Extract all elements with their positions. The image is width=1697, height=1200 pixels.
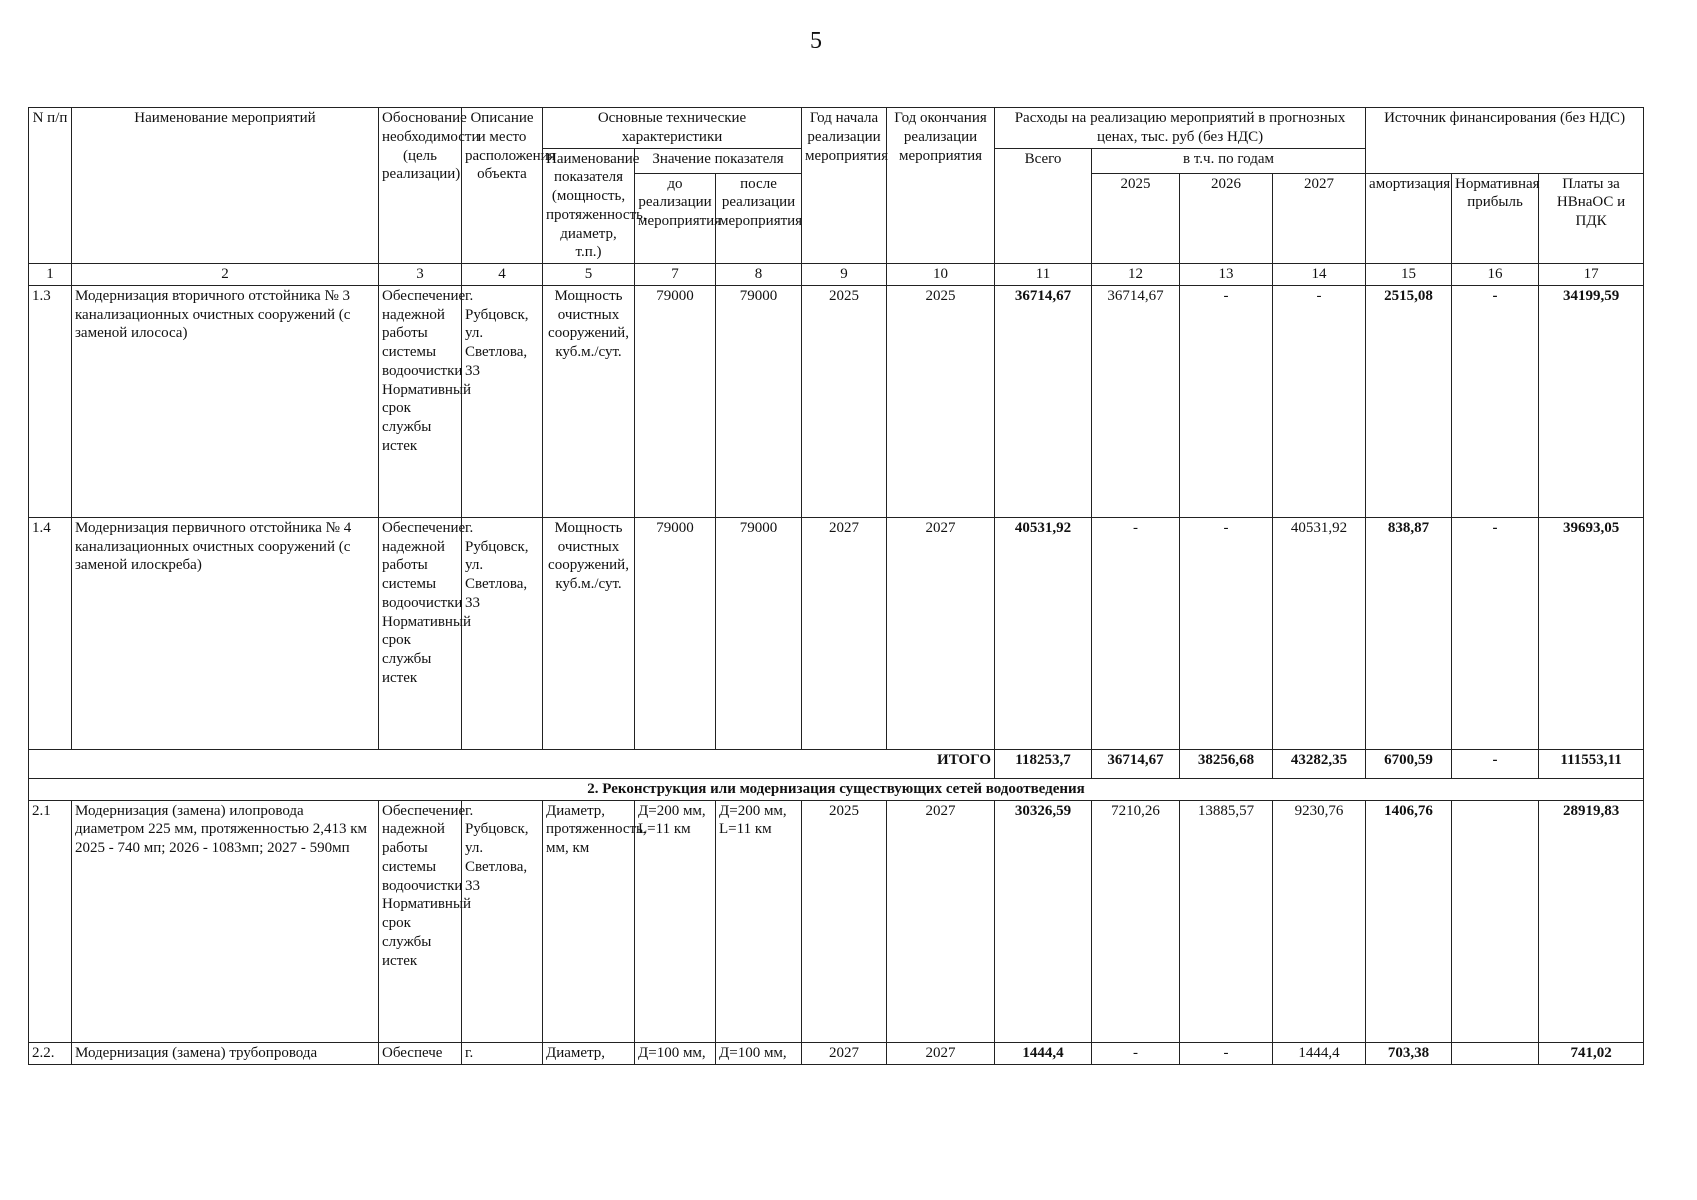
section-2-title: 2. Реконструкция или модернизация существующих сетей водоотведения [29, 778, 1644, 800]
header-before: до реализации мероприятия [635, 173, 716, 263]
header-profit: Нормативная прибыль [1452, 173, 1539, 263]
row-basis: Обеспечение надежной работы системы водоочистки Нормативный срок службы истек [379, 800, 462, 1042]
header-row-1 [29, 108, 1644, 149]
row-indicator: Мощность очистных сооружений, куб.м./сут. [543, 517, 635, 749]
table-row [29, 285, 1644, 517]
row-before: 79000 [635, 285, 716, 517]
row-2026: - [1180, 1042, 1273, 1064]
row-location: г. Рубцовск, ул. Светлова, 33 [462, 285, 543, 517]
row-amortization: 2515,08 [1366, 285, 1452, 517]
header-years-group: в т.ч. по годам [1092, 148, 1366, 173]
header-start-year: Год начала реализации мероприятия [802, 108, 887, 264]
row-amortization: 838,87 [1366, 517, 1452, 749]
row-basis: Обеспечение надежной работы системы водоочистки Нормативный срок службы истек [379, 285, 462, 517]
row-total: 40531,92 [995, 517, 1092, 749]
col-number: 15 [1366, 264, 1452, 286]
row-fees: 28919,83 [1539, 800, 1644, 1042]
row-end-year: 2027 [887, 517, 995, 749]
row-basis: Обеспечение надежной работы системы водоочистки Нормативный срок службы истек [379, 517, 462, 749]
total-fees: 111553,11 [1539, 749, 1644, 778]
row-fees: 741,02 [1539, 1042, 1644, 1064]
row-profit: - [1452, 517, 1539, 749]
row-after: Д=200 мм, L=11 км [716, 800, 802, 1042]
total-2026: 38256,68 [1180, 749, 1273, 778]
table-row [29, 1042, 1644, 1064]
col-number: 14 [1273, 264, 1366, 286]
header-year-2026: 2026 [1180, 173, 1273, 263]
row-2027: - [1273, 285, 1366, 517]
header-amortization: амортизация [1366, 173, 1452, 263]
total-sum: 118253,7 [995, 749, 1092, 778]
header-fees: Платы за НВнаОС и ПДК [1539, 173, 1644, 263]
row-total: 1444,4 [995, 1042, 1092, 1064]
row-before: Д=100 мм, [635, 1042, 716, 1064]
row-name: Модернизация (замена) трубопровода [72, 1042, 379, 1064]
header-name: Наименование мероприятий [72, 108, 379, 264]
row-2027: 1444,4 [1273, 1042, 1366, 1064]
row-before: Д=200 мм, L=11 км [635, 800, 716, 1042]
row-start-year: 2027 [802, 517, 887, 749]
row-profit [1452, 1042, 1539, 1064]
total-label: ИТОГО [29, 749, 995, 778]
row-2025: 7210,26 [1092, 800, 1180, 1042]
row-num: 2.1 [29, 800, 72, 1042]
header-after: после реализации мероприятия [716, 173, 802, 263]
row-end-year: 2025 [887, 285, 995, 517]
header-num: N п/п [29, 108, 72, 264]
header-year-2025: 2025 [1092, 173, 1180, 263]
col-number: 7 [635, 264, 716, 286]
row-name: Модернизация вторичного отстойника № 3 канализационных очистных сооружений (с заменой илососа) [72, 285, 379, 517]
row-2026: - [1180, 517, 1273, 749]
total-2025: 36714,67 [1092, 749, 1180, 778]
row-amortization: 1406,76 [1366, 800, 1452, 1042]
col-number: 5 [543, 264, 635, 286]
row-after: Д=100 мм, [716, 1042, 802, 1064]
row-start-year: 2025 [802, 285, 887, 517]
row-fees: 34199,59 [1539, 285, 1644, 517]
header-value-group: Значение показателя [635, 148, 802, 173]
total-amortization: 6700,59 [1366, 749, 1452, 778]
col-number: 4 [462, 264, 543, 286]
row-num: 1.4 [29, 517, 72, 749]
col-number: 12 [1092, 264, 1180, 286]
row-fees: 39693,05 [1539, 517, 1644, 749]
row-location: г. Рубцовск, ул. Светлова, 33 [462, 517, 543, 749]
row-profit [1452, 800, 1539, 1042]
total-profit: - [1452, 749, 1539, 778]
total-row [29, 749, 1644, 778]
col-number: 1 [29, 264, 72, 286]
row-indicator: Диаметр, [543, 1042, 635, 1064]
row-end-year: 2027 [887, 1042, 995, 1064]
row-start-year: 2025 [802, 800, 887, 1042]
header-year-2027: 2027 [1273, 173, 1366, 263]
header-end-year: Год окончания реализации мероприятия [887, 108, 995, 264]
row-end-year: 2027 [887, 800, 995, 1042]
row-profit: - [1452, 285, 1539, 517]
row-indicator: Мощность очистных сооружений, куб.м./сут. [543, 285, 635, 517]
row-basis: Обеспече [379, 1042, 462, 1064]
row-2025: - [1092, 1042, 1180, 1064]
row-location: г. [462, 1042, 543, 1064]
row-2026: 13885,57 [1180, 800, 1273, 1042]
row-2025: - [1092, 517, 1180, 749]
page-number: 5 [810, 28, 822, 54]
column-number-row [29, 264, 1644, 286]
col-number: 9 [802, 264, 887, 286]
row-num: 1.3 [29, 285, 72, 517]
row-num: 2.2. [29, 1042, 72, 1064]
header-basis: Обоснование необходимости (цель реализации) [379, 108, 462, 264]
col-number: 16 [1452, 264, 1539, 286]
header-tech-group: Основные технические характеристики [543, 108, 802, 149]
row-indicator: Диаметр, протяженность, мм, км [543, 800, 635, 1042]
row-total: 30326,59 [995, 800, 1092, 1042]
col-number: 11 [995, 264, 1092, 286]
header-costs-group: Расходы на реализацию мероприятий в прогнозных ценах, тыс. руб (без НДС) [995, 108, 1366, 149]
row-name: Модернизация первичного отстойника № 4 канализационных очистных сооружений (с заменой илоскреба) [72, 517, 379, 749]
row-total: 36714,67 [995, 285, 1092, 517]
table-row [29, 517, 1644, 749]
col-number: 10 [887, 264, 995, 286]
row-amortization: 703,38 [1366, 1042, 1452, 1064]
header-location: Описание и место расположения объекта [462, 108, 543, 264]
section-heading-row [29, 778, 1644, 800]
col-number: 13 [1180, 264, 1273, 286]
col-number: 3 [379, 264, 462, 286]
measures-table [28, 107, 1644, 1065]
row-location: г. Рубцовск, ул. Светлова, 33 [462, 800, 543, 1042]
header-source-group: Источник финансирования (без НДС) [1366, 108, 1644, 174]
col-number: 8 [716, 264, 802, 286]
table-row [29, 800, 1644, 1042]
row-after: 79000 [716, 285, 802, 517]
row-start-year: 2027 [802, 1042, 887, 1064]
row-2025: 36714,67 [1092, 285, 1180, 517]
row-after: 79000 [716, 517, 802, 749]
total-2027: 43282,35 [1273, 749, 1366, 778]
row-before: 79000 [635, 517, 716, 749]
col-number: 2 [72, 264, 379, 286]
row-2027: 9230,76 [1273, 800, 1366, 1042]
header-total: Всего [995, 148, 1092, 264]
col-number: 17 [1539, 264, 1644, 286]
header-indicator: Наименование показателя (мощность, протяженность, диаметр, т.п.) [543, 148, 635, 264]
row-name: Модернизация (замена) илопровода диаметром 225 мм, протяженностью 2,413 км 2025 - 740 мп; 2026 - 1083мп; 2027 - 590мп [72, 800, 379, 1042]
row-2026: - [1180, 285, 1273, 517]
row-2027: 40531,92 [1273, 517, 1366, 749]
